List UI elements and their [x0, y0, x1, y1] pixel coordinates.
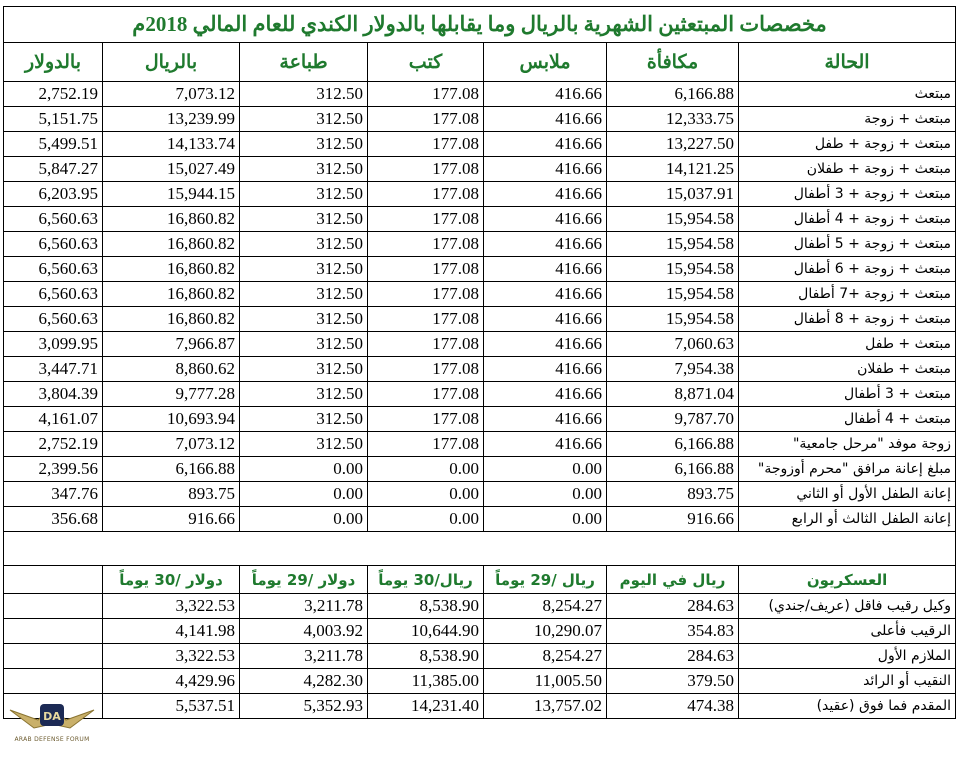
value-cell: 7,060.63 — [607, 332, 739, 357]
row-label: مبتعث + زوجة + 8 أطفال — [739, 307, 956, 332]
row-label: مبتعث + زوجة + 5 أطفال — [739, 232, 956, 257]
value-cell: 12,333.75 — [607, 107, 739, 132]
table-row — [4, 107, 956, 132]
value-cell: 15,954.58 — [607, 257, 739, 282]
value-cell: 9,777.28 — [103, 382, 240, 407]
value-cell: 11,385.00 — [368, 669, 484, 694]
table-row — [4, 132, 956, 157]
value-cell: 177.08 — [368, 107, 484, 132]
row-label: إعانة الطفل الثالث أو الرابع — [739, 507, 956, 532]
value-cell: 2,752.19 — [4, 82, 103, 107]
header-books: كتب — [368, 43, 484, 82]
military-header: دولار /29 يوماً — [240, 566, 368, 594]
value-cell: 16,860.82 — [103, 282, 240, 307]
value-cell: 416.66 — [484, 282, 607, 307]
military-label: وكيل رقيب فاقل (عريف/جندي) — [739, 594, 956, 619]
value-cell: 0.00 — [240, 482, 368, 507]
value-cell: 3,099.95 — [4, 332, 103, 357]
value-cell: 312.50 — [240, 257, 368, 282]
value-cell: 312.50 — [240, 82, 368, 107]
value-cell: 6,166.88 — [607, 432, 739, 457]
value-cell: 15,944.15 — [103, 182, 240, 207]
value-cell: 2,399.56 — [4, 457, 103, 482]
value-cell: 284.63 — [607, 594, 739, 619]
military-label: النقيب أو الرائد — [739, 669, 956, 694]
row-label: مبتعث + زوجة + طفل — [739, 132, 956, 157]
value-cell: 6,166.88 — [607, 82, 739, 107]
table-row — [4, 82, 956, 107]
value-cell: 16,860.82 — [103, 207, 240, 232]
table-row — [4, 507, 956, 532]
military-label: الرقيب فأعلى — [739, 619, 956, 644]
row-label: زوجة موفد "مرحل جامعية" — [739, 432, 956, 457]
value-cell: 177.08 — [368, 257, 484, 282]
value-cell: 14,231.40 — [368, 694, 484, 719]
value-cell: 8,254.27 — [484, 594, 607, 619]
empty-cell — [4, 594, 103, 619]
row-label: مبتعث + زوجة — [739, 107, 956, 132]
value-cell: 0.00 — [368, 507, 484, 532]
value-cell: 6,560.63 — [4, 207, 103, 232]
header-row — [4, 43, 956, 82]
value-cell: 2,752.19 — [4, 432, 103, 457]
value-cell: 0.00 — [368, 482, 484, 507]
row-label: مبتعث + زوجة +7 أطفال — [739, 282, 956, 307]
value-cell: 4,141.98 — [103, 619, 240, 644]
table-row — [4, 407, 956, 432]
value-cell: 177.08 — [368, 282, 484, 307]
military-header-row — [4, 566, 956, 594]
value-cell: 347.76 — [4, 482, 103, 507]
military-header: ريال/30 يوماً — [368, 566, 484, 594]
value-cell: 312.50 — [240, 382, 368, 407]
value-cell: 3,211.78 — [240, 644, 368, 669]
table-row — [4, 307, 956, 332]
military-header: ريال في اليوم — [607, 566, 739, 594]
value-cell: 8,254.27 — [484, 644, 607, 669]
value-cell: 177.08 — [368, 357, 484, 382]
value-cell: 312.50 — [240, 232, 368, 257]
value-cell: 416.66 — [484, 207, 607, 232]
value-cell: 416.66 — [484, 382, 607, 407]
value-cell: 14,121.25 — [607, 157, 739, 182]
row-label: مبتعث + زوجة + 3 أطفال — [739, 182, 956, 207]
value-cell: 7,073.12 — [103, 82, 240, 107]
empty-cell — [4, 644, 103, 669]
value-cell: 312.50 — [240, 157, 368, 182]
table-row — [4, 357, 956, 382]
military-header: ريال /29 يوماً — [484, 566, 607, 594]
header-clothes: ملابس — [484, 43, 607, 82]
value-cell: 5,499.51 — [4, 132, 103, 157]
header-sar: بالريال — [103, 43, 240, 82]
value-cell: 177.08 — [368, 432, 484, 457]
value-cell: 893.75 — [103, 482, 240, 507]
table-row — [4, 482, 956, 507]
value-cell: 177.08 — [368, 207, 484, 232]
value-cell: 3,322.53 — [103, 644, 240, 669]
empty-cell — [4, 566, 103, 594]
table-row — [4, 432, 956, 457]
value-cell: 8,538.90 — [368, 594, 484, 619]
value-cell: 0.00 — [368, 457, 484, 482]
value-cell: 4,282.30 — [240, 669, 368, 694]
value-cell: 15,954.58 — [607, 232, 739, 257]
row-label: مبتعث + زوجة + طفلان — [739, 157, 956, 182]
logo-initials: DA — [43, 710, 61, 723]
value-cell: 4,429.96 — [103, 669, 240, 694]
military-row — [4, 669, 956, 694]
value-cell: 312.50 — [240, 107, 368, 132]
value-cell: 354.83 — [607, 619, 739, 644]
row-label: إعانة الطفل الأول أو الثاني — [739, 482, 956, 507]
value-cell: 15,954.58 — [607, 282, 739, 307]
value-cell: 416.66 — [484, 157, 607, 182]
value-cell: 8,871.04 — [607, 382, 739, 407]
military-row — [4, 619, 956, 644]
value-cell: 312.50 — [240, 282, 368, 307]
value-cell: 177.08 — [368, 132, 484, 157]
table-row — [4, 282, 956, 307]
value-cell: 177.08 — [368, 232, 484, 257]
spacer-cell — [4, 532, 956, 566]
value-cell: 3,804.39 — [4, 382, 103, 407]
page-title: مخصصات المبتعثين الشهرية بالريال وما يقابلها بالدولار الكندي للعام المالي 2018م — [4, 7, 956, 43]
row-label: مبتعث + 3 أطفال — [739, 382, 956, 407]
value-cell: 16,860.82 — [103, 257, 240, 282]
spacer-row — [4, 532, 956, 566]
value-cell: 10,290.07 — [484, 619, 607, 644]
row-label: مبتعث + زوجة + 6 أطفال — [739, 257, 956, 282]
value-cell: 0.00 — [484, 457, 607, 482]
logo-caption: ARAB DEFENSE FORUM — [14, 736, 90, 743]
header-stipend: مكافأة — [607, 43, 739, 82]
row-label: مبتعث + زوجة + 4 أطفال — [739, 207, 956, 232]
value-cell: 8,860.62 — [103, 357, 240, 382]
value-cell: 416.66 — [484, 257, 607, 282]
value-cell: 4,003.92 — [240, 619, 368, 644]
value-cell: 13,239.99 — [103, 107, 240, 132]
military-header: دولار /30 يوماً — [103, 566, 240, 594]
value-cell: 916.66 — [103, 507, 240, 532]
value-cell: 10,644.90 — [368, 619, 484, 644]
value-cell: 3,211.78 — [240, 594, 368, 619]
row-label: مبتعث + 4 أطفال — [739, 407, 956, 432]
military-row — [4, 594, 956, 619]
value-cell: 312.50 — [240, 432, 368, 457]
value-cell: 916.66 — [607, 507, 739, 532]
value-cell: 6,560.63 — [4, 307, 103, 332]
value-cell: 416.66 — [484, 332, 607, 357]
value-cell: 416.66 — [484, 407, 607, 432]
value-cell: 416.66 — [484, 307, 607, 332]
table-row — [4, 332, 956, 357]
forum-logo-icon — [6, 688, 98, 754]
value-cell: 312.50 — [240, 407, 368, 432]
table-row — [4, 457, 956, 482]
value-cell: 284.63 — [607, 644, 739, 669]
value-cell: 7,073.12 — [103, 432, 240, 457]
value-cell: 6,560.63 — [4, 257, 103, 282]
table-row — [4, 257, 956, 282]
value-cell: 8,538.90 — [368, 644, 484, 669]
military-label: الملازم الأول — [739, 644, 956, 669]
empty-cell — [4, 619, 103, 644]
value-cell: 177.08 — [368, 157, 484, 182]
military-row — [4, 644, 956, 669]
value-cell: 0.00 — [240, 507, 368, 532]
table-row — [4, 382, 956, 407]
value-cell: 312.50 — [240, 132, 368, 157]
allowance-table — [3, 6, 956, 719]
value-cell: 15,037.91 — [607, 182, 739, 207]
header-printing: طباعة — [240, 43, 368, 82]
value-cell: 416.66 — [484, 132, 607, 157]
value-cell: 312.50 — [240, 207, 368, 232]
value-cell: 3,447.71 — [4, 357, 103, 382]
value-cell: 356.68 — [4, 507, 103, 532]
value-cell: 177.08 — [368, 407, 484, 432]
value-cell: 177.08 — [368, 382, 484, 407]
value-cell: 10,693.94 — [103, 407, 240, 432]
value-cell: 177.08 — [368, 182, 484, 207]
value-cell: 416.66 — [484, 107, 607, 132]
row-label: مبلغ إعانة مرافق "محرم أوزوجة" — [739, 457, 956, 482]
value-cell: 3,322.53 — [103, 594, 240, 619]
value-cell: 893.75 — [607, 482, 739, 507]
military-label: المقدم فما فوق (عقيد) — [739, 694, 956, 719]
value-cell: 16,860.82 — [103, 232, 240, 257]
value-cell: 15,027.49 — [103, 157, 240, 182]
table-row — [4, 232, 956, 257]
value-cell: 312.50 — [240, 182, 368, 207]
row-label: مبتعث + طفل — [739, 332, 956, 357]
value-cell: 15,954.58 — [607, 207, 739, 232]
title-row — [4, 7, 956, 43]
header-status: الحالة — [739, 43, 956, 82]
value-cell: 4,161.07 — [4, 407, 103, 432]
value-cell: 5,352.93 — [240, 694, 368, 719]
value-cell: 16,860.82 — [103, 307, 240, 332]
value-cell: 7,954.38 — [607, 357, 739, 382]
allowance-sheet — [3, 6, 955, 719]
value-cell: 0.00 — [240, 457, 368, 482]
value-cell: 6,166.88 — [607, 457, 739, 482]
value-cell: 416.66 — [484, 182, 607, 207]
row-label: مبتعث — [739, 82, 956, 107]
value-cell: 6,166.88 — [103, 457, 240, 482]
value-cell: 177.08 — [368, 307, 484, 332]
table-row — [4, 207, 956, 232]
table-row — [4, 182, 956, 207]
value-cell: 5,151.75 — [4, 107, 103, 132]
value-cell: 312.50 — [240, 332, 368, 357]
value-cell: 0.00 — [484, 507, 607, 532]
value-cell: 416.66 — [484, 357, 607, 382]
value-cell: 177.08 — [368, 82, 484, 107]
value-cell: 13,757.02 — [484, 694, 607, 719]
military-row — [4, 694, 956, 719]
value-cell: 13,227.50 — [607, 132, 739, 157]
table-row — [4, 157, 956, 182]
value-cell: 474.38 — [607, 694, 739, 719]
value-cell: 5,847.27 — [4, 157, 103, 182]
header-usd: بالدولار — [4, 43, 103, 82]
value-cell: 379.50 — [607, 669, 739, 694]
value-cell: 416.66 — [484, 82, 607, 107]
value-cell: 416.66 — [484, 432, 607, 457]
value-cell: 6,560.63 — [4, 282, 103, 307]
value-cell: 177.08 — [368, 332, 484, 357]
value-cell: 312.50 — [240, 307, 368, 332]
military-header-title: العسكريون — [739, 566, 956, 594]
value-cell: 6,203.95 — [4, 182, 103, 207]
value-cell: 7,966.87 — [103, 332, 240, 357]
value-cell: 312.50 — [240, 357, 368, 382]
row-label: مبتعث + طفلان — [739, 357, 956, 382]
value-cell: 5,537.51 — [103, 694, 240, 719]
value-cell: 6,560.63 — [4, 232, 103, 257]
value-cell: 416.66 — [484, 232, 607, 257]
value-cell: 11,005.50 — [484, 669, 607, 694]
value-cell: 0.00 — [484, 482, 607, 507]
value-cell: 14,133.74 — [103, 132, 240, 157]
value-cell: 9,787.70 — [607, 407, 739, 432]
value-cell: 15,954.58 — [607, 307, 739, 332]
